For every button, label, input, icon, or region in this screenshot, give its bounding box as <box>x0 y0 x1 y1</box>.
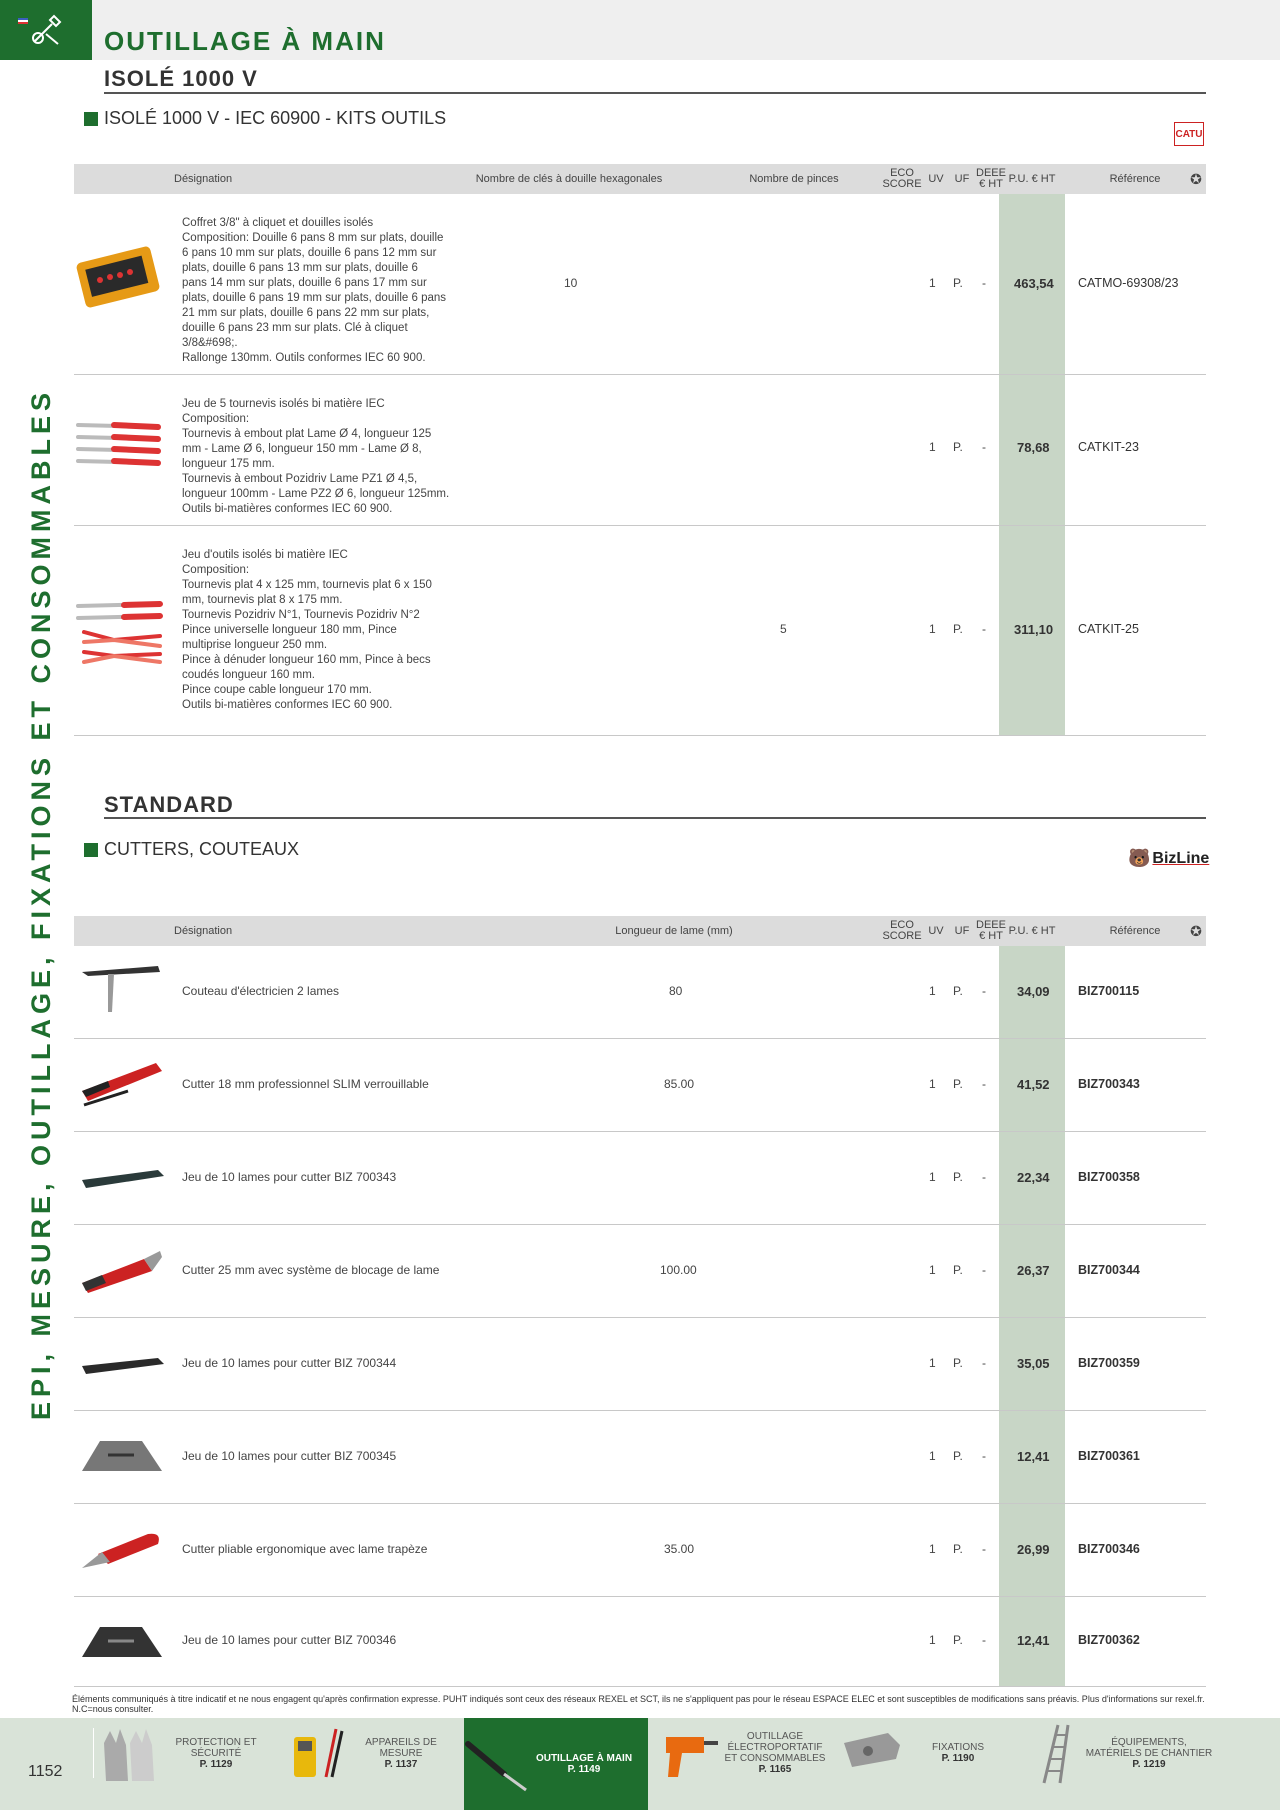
side-category-label: EPI, MESURE, OUTILLAGE, FIXATIONS ET CONSOMMABLES <box>26 387 56 1420</box>
row-description: Jeu de 10 lames pour cutter BIZ 700344 <box>182 1356 397 1370</box>
row-deee: - <box>982 276 986 290</box>
row-uv: 1 <box>929 622 936 636</box>
row-uf: P. <box>953 1356 963 1370</box>
col-eco: ECO SCORE <box>882 167 922 190</box>
section1-title <box>84 108 446 129</box>
row-deee: - <box>982 1263 986 1277</box>
col-designation: Désignation <box>174 924 233 937</box>
row-reference: BIZ700359 <box>1078 1356 1140 1370</box>
row-uv: 1 <box>929 440 936 454</box>
table-row <box>74 1318 1206 1411</box>
nav-mesure[interactable] <box>286 1718 462 1788</box>
bullet-square <box>84 843 98 857</box>
table-row <box>74 1597 1206 1687</box>
row-deee: - <box>982 1356 986 1370</box>
row-cles: 10 <box>564 276 578 290</box>
flag-icon <box>18 18 28 24</box>
row-price: 34,09 <box>1017 984 1050 999</box>
nav-label: ÉQUIPEMENTS, MATÉRIELS DE CHANTIER <box>1085 1736 1213 1759</box>
row-uv: 1 <box>929 984 936 998</box>
table-row <box>74 1039 1206 1132</box>
row-uf: P. <box>953 276 963 290</box>
bear-icon: 🐻 <box>1128 848 1151 868</box>
standard-heading: STANDARD <box>104 792 234 817</box>
col-pu: P.U. € HT <box>1008 172 1056 185</box>
tools-icon <box>26 10 66 50</box>
row-uf: P. <box>953 1542 963 1556</box>
nav-electroportatif[interactable] <box>650 1718 836 1788</box>
screwdriver-set-image <box>74 415 164 475</box>
table-row <box>74 1411 1206 1504</box>
row-description: Jeu de 10 lames pour cutter BIZ 700346 <box>182 1633 397 1647</box>
row-price: 22,34 <box>1017 1170 1050 1185</box>
row-reference: BIZ700362 <box>1078 1633 1140 1647</box>
trapezoid-blades-image <box>78 1619 164 1663</box>
category-nav <box>0 1718 1280 1810</box>
nav-page: P. 1190 <box>941 1753 975 1764</box>
row-deee: - <box>982 1170 986 1184</box>
row-deee: - <box>982 1542 986 1556</box>
catu-brand-logo: CATU <box>1174 122 1204 146</box>
col-eco: ECO SCORE <box>882 919 922 942</box>
col-deee: DEEE € HT <box>976 919 1006 942</box>
section-subtitle: ISOLÉ 1000 V <box>104 66 258 91</box>
page-title: OUTILLAGE À MAIN <box>104 26 386 56</box>
tool-kit-image <box>74 596 164 666</box>
table-row <box>74 194 1206 375</box>
kits-table-header <box>74 164 1206 194</box>
row-price: 41,52 <box>1017 1077 1050 1092</box>
section2-title-text: CUTTERS, COUTEAUX <box>104 839 300 859</box>
electrician-knife-image <box>78 962 164 1022</box>
screwdriver-icon <box>464 1734 534 1794</box>
nav-fixations[interactable] <box>838 1718 1020 1788</box>
row-uv: 1 <box>929 1356 936 1370</box>
bizline-brand-logo: 🐻 BizLine <box>1128 848 1210 868</box>
row-uf: P. <box>953 1077 963 1091</box>
folding-cutter-image <box>78 1524 164 1574</box>
row-description: Jeu de 5 tournevis isolés bi matière IEC Composition: Tournevis à embout plat Lame Ø 4, longueur 125 mm - Lame Ø 6, longueur 150 mm - Lame Ø 8, longueur 175 mm. Tournevis à embout Pozidriv Lame PZ1 Ø 4,5, longueur 100mm - Lame PZ2 Ø 6, longueur 125mm. Outils bi-matières conformes IEC 60 900. <box>182 398 450 515</box>
col-uf: UF <box>954 924 970 937</box>
nav-label: OUTILLAGE À MAIN <box>535 1753 633 1764</box>
drill-icon <box>650 1723 720 1783</box>
nav-page: P. 1219 <box>1132 1758 1166 1770</box>
socket-case-image <box>74 244 164 314</box>
row-price: 26,99 <box>1017 1542 1050 1557</box>
row-reference: BIZ700361 <box>1078 1449 1140 1463</box>
row-reference: BIZ700346 <box>1078 1542 1140 1556</box>
row-price: 78,68 <box>1017 440 1050 455</box>
col-cles: Nombre de clés à douille hexagonales <box>475 172 663 185</box>
nav-label: PROTECTION ET SÉCURITÉ <box>175 1736 257 1759</box>
category-logo <box>0 0 92 60</box>
ladder-icon <box>1024 1721 1084 1785</box>
bullet-square <box>84 112 98 126</box>
row-deee: - <box>982 1077 986 1091</box>
row-description: Cutter 18 mm professionnel SLIM verrouillable <box>182 1077 429 1091</box>
row-description: Jeu de 10 lames pour cutter BIZ 700343 <box>182 1170 397 1184</box>
nav-divider <box>93 1728 94 1778</box>
table-row <box>74 1132 1206 1225</box>
nav-page: P. 1149 <box>567 1764 601 1775</box>
row-pinces: 5 <box>780 622 787 636</box>
col-uv: UV <box>928 172 944 185</box>
row-price: 35,05 <box>1017 1356 1050 1371</box>
row-uv: 1 <box>929 276 936 290</box>
trapezoid-blades-image <box>78 1433 164 1477</box>
gloves-icon <box>96 1723 166 1783</box>
row-deee: - <box>982 984 986 998</box>
row-reference: CATKIT-25 <box>1078 622 1139 636</box>
col-pinces: Nombre de pinces <box>749 172 839 185</box>
row-description: Coffret 3/8" à cliquet et douilles isolés Composition: Douille 6 pans 8 mm sur plats, douille 6 pans 10 mm sur plats, douille 6 pans 12 mm sur plats, douille 6 pans 13 mm sur plats, douille 6 pans 14 mm sur plats, douille 6 pans 17 mm sur plats, douille 6 pans 19 mm sur plats, douille 6 pans 21 mm sur plats, douille 6 pans 22 mm sur plats, douille 6 pans 23 mm sur plats. Clé à cliquet 3/8&#698;. Rallonge 130mm. Outils conformes IEC 60 900. <box>182 217 447 364</box>
row-length: 100.00 <box>660 1263 697 1277</box>
subtitle-rule <box>104 92 1206 94</box>
row-reference: CATMO-69308/23 <box>1078 276 1179 290</box>
nav-label: FIXATIONS <box>931 1742 985 1753</box>
row-description: Couteau d'électricien 2 lames <box>182 984 340 998</box>
fixation-bracket-icon <box>838 1723 908 1783</box>
row-uv: 1 <box>929 1633 936 1647</box>
blade-pack-image <box>78 1348 164 1378</box>
col-designation: Désignation <box>174 172 233 185</box>
col-ref: Référence <box>1109 172 1161 185</box>
row-reference: BIZ700343 <box>1078 1077 1140 1091</box>
nav-page: P. 1137 <box>384 1758 418 1770</box>
nav-label: OUTILLAGE ÉLECTROPORTATIF ET CONSOMMABLES <box>724 1731 826 1764</box>
slim-cutter-image <box>78 1055 164 1115</box>
section1-title-text: ISOLÉ 1000 V - IEC 60900 - KITS OUTILS <box>104 108 447 128</box>
row-deee: - <box>982 622 986 636</box>
row-reference: BIZ700115 <box>1078 984 1140 998</box>
cutter-25mm-image <box>78 1241 164 1301</box>
col-pu: P.U. € HT <box>1008 924 1056 937</box>
row-price: 26,37 <box>1017 1263 1050 1278</box>
nav-outillage-main[interactable] <box>464 1718 648 1810</box>
row-deee: - <box>982 1449 986 1463</box>
row-uf: P. <box>953 1633 963 1647</box>
row-uf: P. <box>953 1449 963 1463</box>
section2-title <box>84 839 299 860</box>
table-row <box>74 1225 1206 1318</box>
cutters-table-header <box>74 916 1206 946</box>
row-length: 35.00 <box>664 1542 695 1556</box>
row-uv: 1 <box>929 1077 936 1091</box>
row-uf: P. <box>953 1170 963 1184</box>
row-uv: 1 <box>929 1542 936 1556</box>
row-uf: P. <box>953 440 963 454</box>
row-deee: - <box>982 1633 986 1647</box>
row-price: 12,41 <box>1017 1633 1050 1648</box>
row-length: 80 <box>669 984 683 998</box>
row-description: Cutter 25 mm avec système de blocage de lame <box>182 1263 440 1277</box>
nav-page: P. 1129 <box>199 1758 233 1770</box>
row-description: Cutter pliable ergonomique avec lame trapèze <box>182 1542 428 1556</box>
blade-pack-image <box>78 1162 164 1192</box>
multimeter-icon <box>286 1723 346 1783</box>
row-uv: 1 <box>929 1170 936 1184</box>
row-reference: CATKIT-23 <box>1078 440 1139 454</box>
nav-protection[interactable] <box>96 1718 284 1788</box>
row-description: Jeu de 10 lames pour cutter BIZ 700345 <box>182 1449 397 1463</box>
row-price: 463,54 <box>1014 276 1054 291</box>
nav-page: P. 1165 <box>758 1764 792 1775</box>
col-uv: UV <box>928 924 944 937</box>
row-price: 311,10 <box>1014 622 1054 637</box>
row-uv: 1 <box>929 1263 936 1277</box>
disclaimer-note: Éléments communiqués à titre indicatif et ne nous engagent qu'après confirmation expresse. PUHT indiqués sont ceux des réseaux REXEL et SCT, ils ne s'appliquent pas pour le réseau ESPACE ELEC et sont susceptibles de modifications sans préavis. Plus d'informations sur rexel.fr. N.C=nous consulter. <box>72 1694 1205 1714</box>
recycle-icon: ✪ <box>1190 922 1202 939</box>
table-row <box>74 375 1206 526</box>
table-row <box>74 946 1206 1039</box>
col-ref: Référence <box>1109 924 1161 937</box>
row-uf: P. <box>953 1263 963 1277</box>
row-reference: BIZ700344 <box>1078 1263 1140 1277</box>
row-length: 85.00 <box>664 1077 695 1091</box>
row-deee: - <box>982 440 986 454</box>
row-uf: P. <box>953 622 963 636</box>
row-uf: P. <box>953 984 963 998</box>
col-uf: UF <box>954 172 970 185</box>
nav-equipements[interactable] <box>1024 1718 1220 1788</box>
standard-rule <box>104 817 1206 819</box>
table-row <box>74 1504 1206 1597</box>
page-number: 1152 <box>28 1763 63 1780</box>
row-reference: BIZ700358 <box>1078 1170 1140 1184</box>
col-deee: DEEE € HT <box>976 167 1006 190</box>
table-row <box>74 526 1206 736</box>
row-uv: 1 <box>929 1449 936 1463</box>
row-price: 12,41 <box>1017 1449 1050 1464</box>
row-description: Jeu d'outils isolés bi matière IEC Composition: Tournevis plat 4 x 125 mm, tournevis plat 6 x 150 mm, tournevis plat 8 x 175 mm. Tournevis Pozidriv N°1, Tournevis Pozidriv N°2 Pince universelle longueur 180 mm, Pince multiprise longueur 250 mm. Pince à dénuder longueur 160 mm, Pince à becs coudés longueur 160 mm. Pince coupe cable longueur 170 mm. Outils bi-matières conformes IEC 60 900. <box>182 549 432 711</box>
nav-label: APPAREILS DE MESURE <box>365 1736 437 1759</box>
recycle-icon: ✪ <box>1190 170 1202 187</box>
col-longueur: Longueur de lame (mm) <box>615 924 733 937</box>
